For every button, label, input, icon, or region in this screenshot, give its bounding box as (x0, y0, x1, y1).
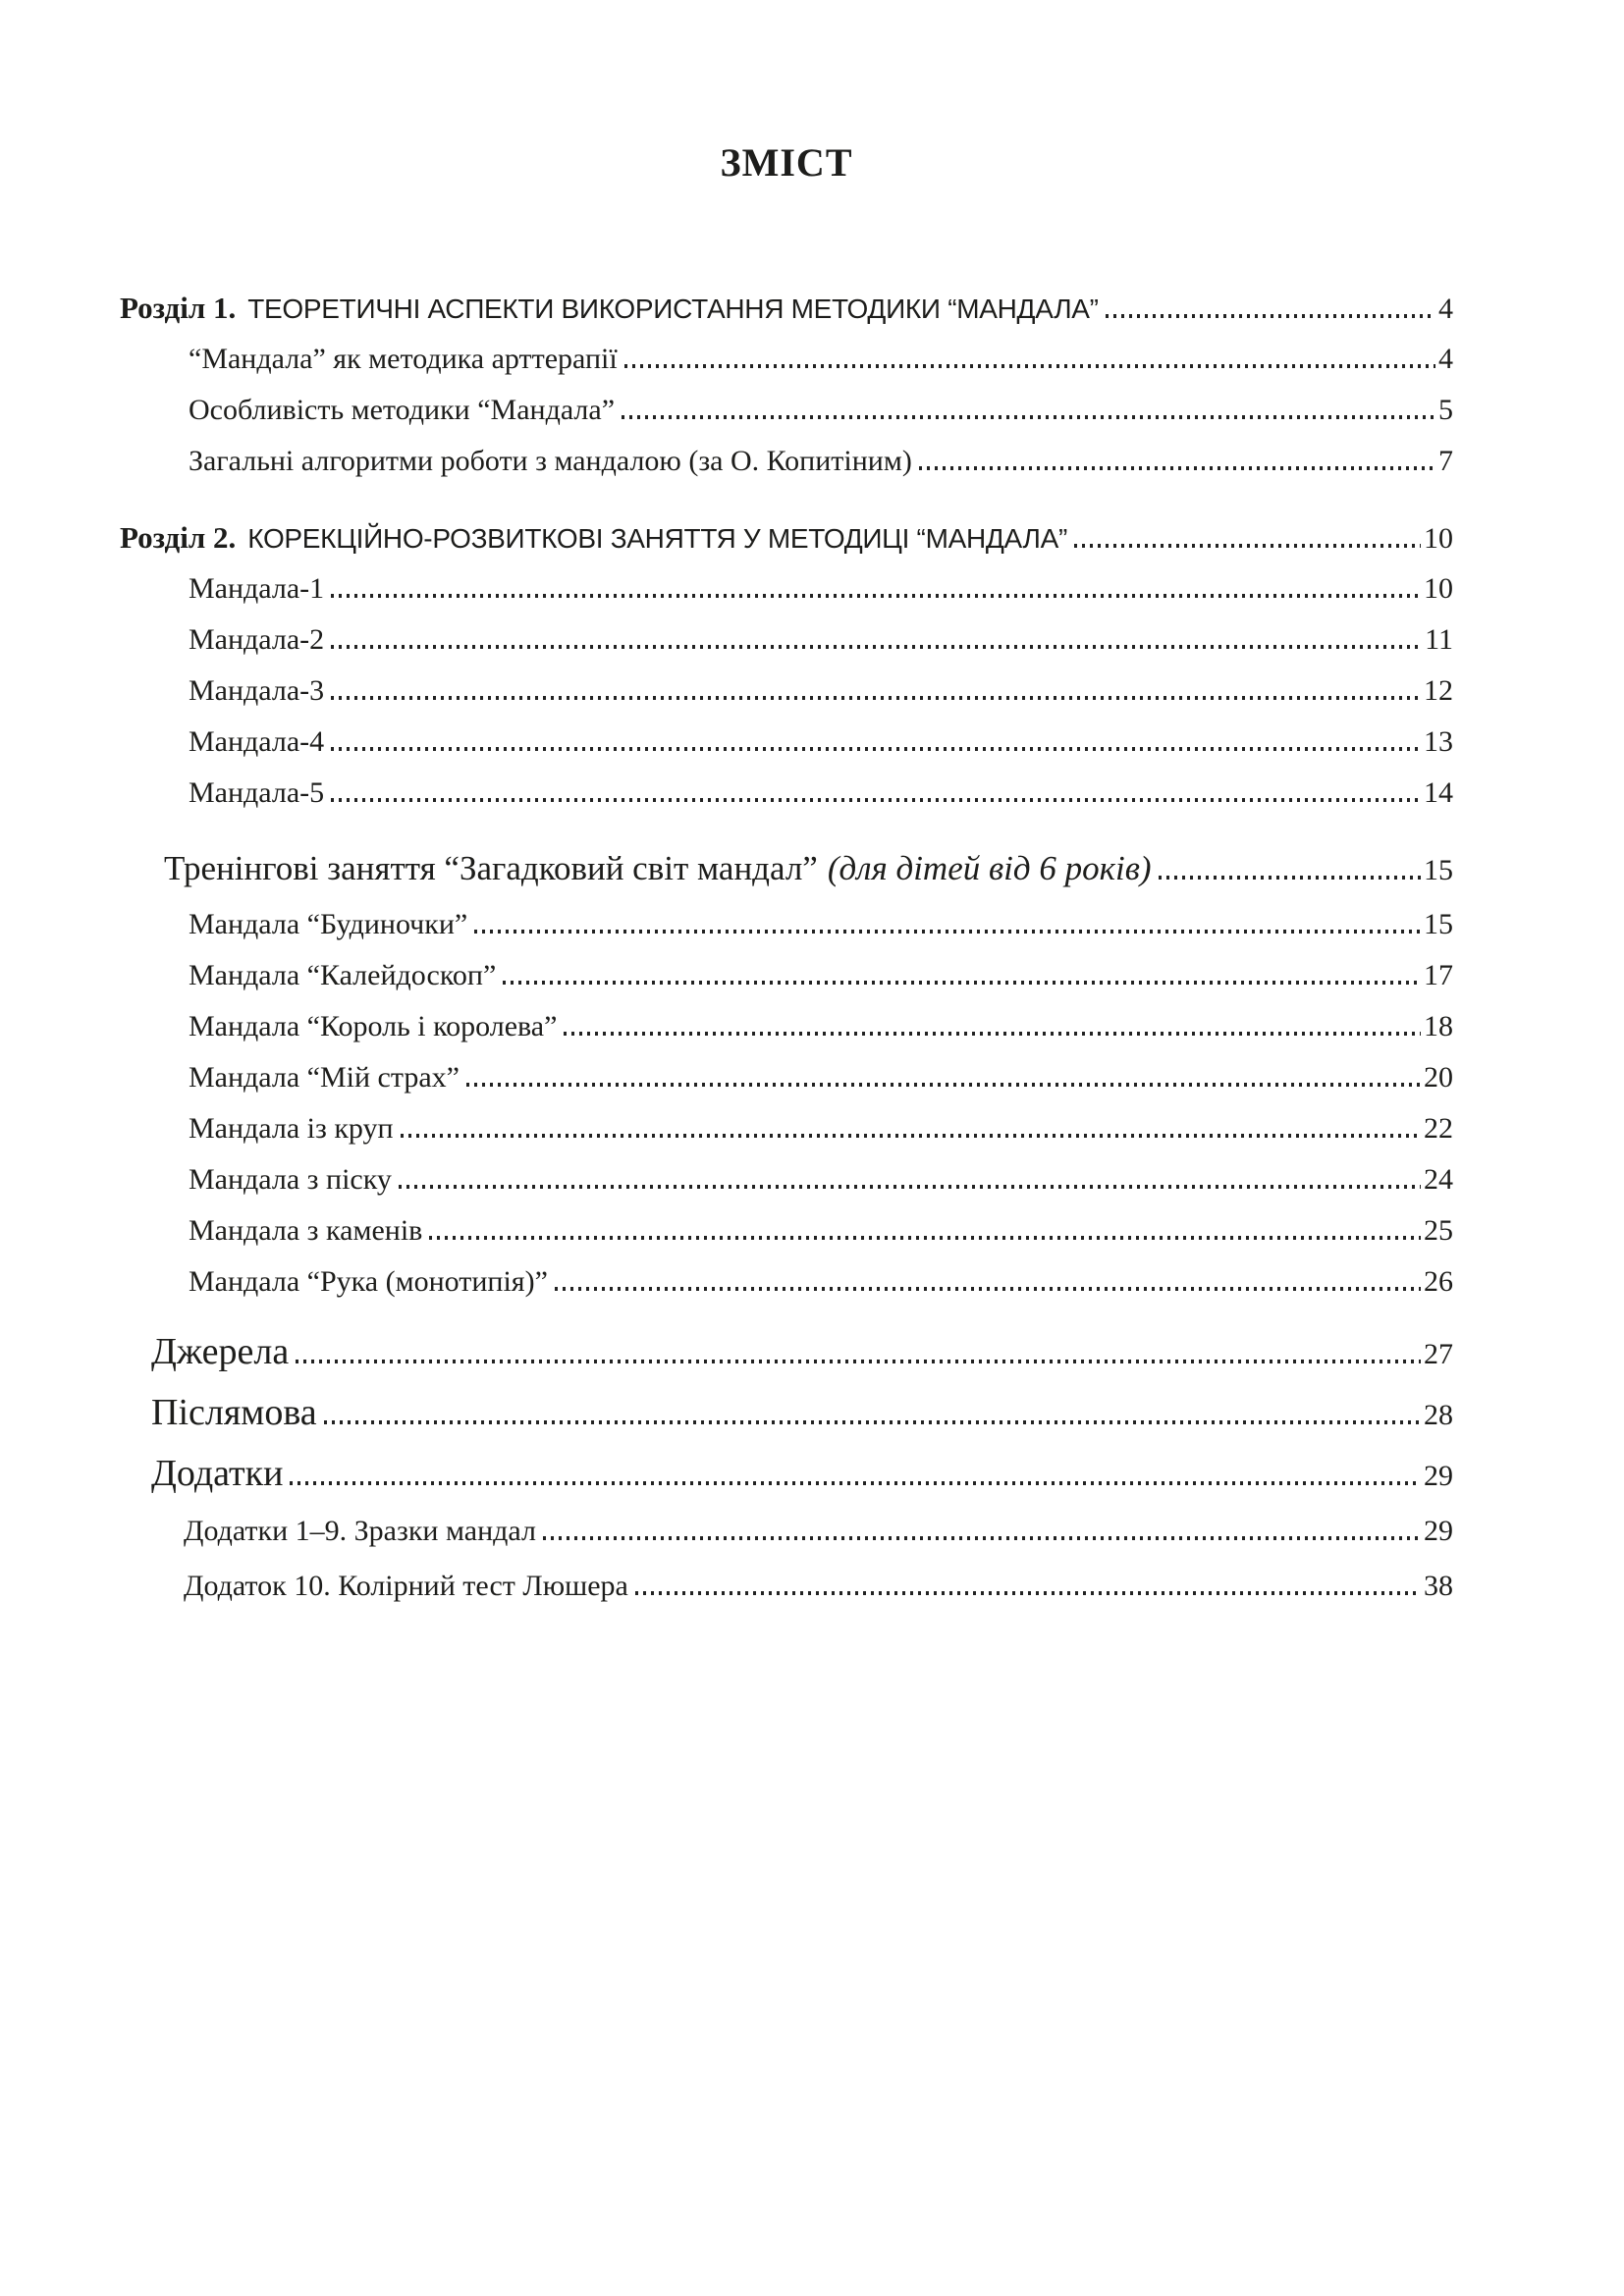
entry-label: Мандала-1 (189, 572, 325, 605)
entry-label: Додатки 1–9. Зразки мандал (184, 1515, 536, 1547)
page-number: 29 (1424, 1460, 1453, 1492)
page-number: 4 (1438, 293, 1453, 325)
page-title: ЗМІСТ (720, 140, 853, 185)
page-number: 13 (1424, 725, 1453, 758)
page-number: 10 (1424, 572, 1453, 605)
entry-label: Мандала “Король і королева” (189, 1010, 558, 1042)
leader-dots (503, 981, 1421, 985)
leader-dots (543, 1536, 1421, 1540)
page-number: 25 (1424, 1214, 1453, 1247)
entry-label: Мандала з каменів (189, 1214, 423, 1247)
entry-label: “Мандала” як методика арттерапії (189, 343, 618, 375)
leader-dots (635, 1591, 1421, 1595)
page-number: 12 (1424, 674, 1453, 707)
page-number: 7 (1438, 445, 1453, 477)
page-number: 4 (1438, 343, 1453, 375)
leader-dots (296, 1360, 1421, 1363)
leader-dots (919, 466, 1435, 470)
toc-entry (120, 1559, 1453, 1614)
toc-entry-training-header (120, 838, 1453, 899)
entry-label: Додаток 10. Колірний тест Люшера (184, 1570, 628, 1602)
entry-label: Мандала-5 (189, 776, 325, 809)
page-number: 38 (1424, 1570, 1453, 1602)
entry-label: Тренінгові заняття “Загадковий світ мандал” (164, 849, 818, 887)
leader-dots (555, 1287, 1421, 1291)
entry-label: Мандала “Будиночки” (189, 908, 468, 940)
leader-dots (290, 1481, 1421, 1485)
toc-entry (120, 1205, 1453, 1256)
leader-dots (1159, 876, 1421, 880)
entry-label: Загальні алгоритми роботи з мандалою (за О. Копитіним) (189, 445, 912, 477)
leader-dots (331, 747, 1421, 751)
leader-dots (466, 1083, 1421, 1087)
leader-dots (399, 1185, 1421, 1189)
leader-dots (1074, 544, 1421, 548)
entry-label: Джерела (151, 1331, 290, 1372)
entry-label: Післямова (151, 1392, 317, 1433)
leader-dots (1106, 314, 1435, 318)
toc-entry (120, 436, 1453, 487)
page-number: 14 (1424, 776, 1453, 809)
page-number: 11 (1425, 623, 1453, 656)
entry-label: КОРЕКЦІЙНО-РОЗВИТКОВІ ЗАНЯТТЯ У МЕТОДИЦІ “МАНДАЛА” (247, 523, 1068, 554)
toc-entry (120, 1052, 1453, 1103)
page-number: 15 (1424, 854, 1453, 886)
entry-label: Особливість методики “Мандала” (189, 394, 616, 426)
toc-entry (120, 563, 1453, 614)
page-number: 27 (1424, 1338, 1453, 1370)
toc-entry (120, 768, 1453, 819)
page-number: 22 (1424, 1112, 1453, 1145)
entry-label: ТЕОРЕТИЧНІ АСПЕКТИ ВИКОРИСТАННЯ МЕТОДИКИ “МАНДАЛА” (247, 294, 1099, 324)
entry-label: Мандала-3 (189, 674, 325, 707)
page-number: 18 (1424, 1010, 1453, 1042)
toc-entry (120, 614, 1453, 666)
page-number: 26 (1424, 1265, 1453, 1298)
toc-entry (120, 334, 1453, 385)
entry-label: Мандала із круп (189, 1112, 394, 1145)
toc-entry-chapter-1 (120, 283, 1453, 334)
entry-label: Мандала “Мій страх” (189, 1061, 460, 1094)
toc-entry-sources (120, 1321, 1453, 1382)
toc-entry-afterword (120, 1382, 1453, 1443)
leader-dots (331, 645, 1422, 649)
entry-label: Мандала з піску (189, 1163, 392, 1196)
leader-dots (624, 364, 1435, 368)
entry-label: Мандала “Рука (монотипія)” (189, 1265, 548, 1298)
page-number: 10 (1424, 522, 1453, 555)
toc-entry (120, 1504, 1453, 1559)
entry-label: Мандала “Калейдоскоп” (189, 959, 497, 991)
toc-list (120, 283, 1453, 1614)
toc-entry (120, 1256, 1453, 1308)
page-number: 24 (1424, 1163, 1453, 1196)
leader-dots (401, 1134, 1421, 1138)
leader-dots (331, 594, 1421, 598)
toc-entry (120, 1001, 1453, 1052)
page-number: 29 (1424, 1515, 1453, 1547)
page-number: 17 (1424, 959, 1453, 991)
page-number: 28 (1424, 1399, 1453, 1431)
toc-entry (120, 717, 1453, 768)
entry-label: Мандала-2 (189, 623, 325, 656)
chapter-number: Розділ 1. (120, 291, 237, 325)
entry-label: Додатки (151, 1453, 284, 1494)
entry-label-italic: (для дітей від 6 років) (827, 849, 1152, 887)
entry-label: Мандала-4 (189, 725, 325, 758)
toc-entry-appendices (120, 1443, 1453, 1504)
leader-dots (331, 696, 1421, 700)
toc-entry (120, 950, 1453, 1001)
page-number: 20 (1424, 1061, 1453, 1094)
page-number: 5 (1438, 394, 1453, 426)
toc-entry (120, 385, 1453, 436)
toc-entry-chapter-2 (120, 512, 1453, 563)
toc-entry (120, 899, 1453, 950)
leader-dots (331, 798, 1421, 802)
page-number: 15 (1424, 908, 1453, 940)
toc-entry (120, 1103, 1453, 1154)
leader-dots (429, 1236, 1421, 1240)
leader-dots (622, 415, 1435, 419)
leader-dots (324, 1420, 1421, 1424)
leader-dots (564, 1032, 1421, 1036)
toc-entry (120, 1154, 1453, 1205)
chapter-number: Розділ 2. (120, 520, 237, 555)
toc-entry (120, 666, 1453, 717)
leader-dots (474, 930, 1421, 934)
